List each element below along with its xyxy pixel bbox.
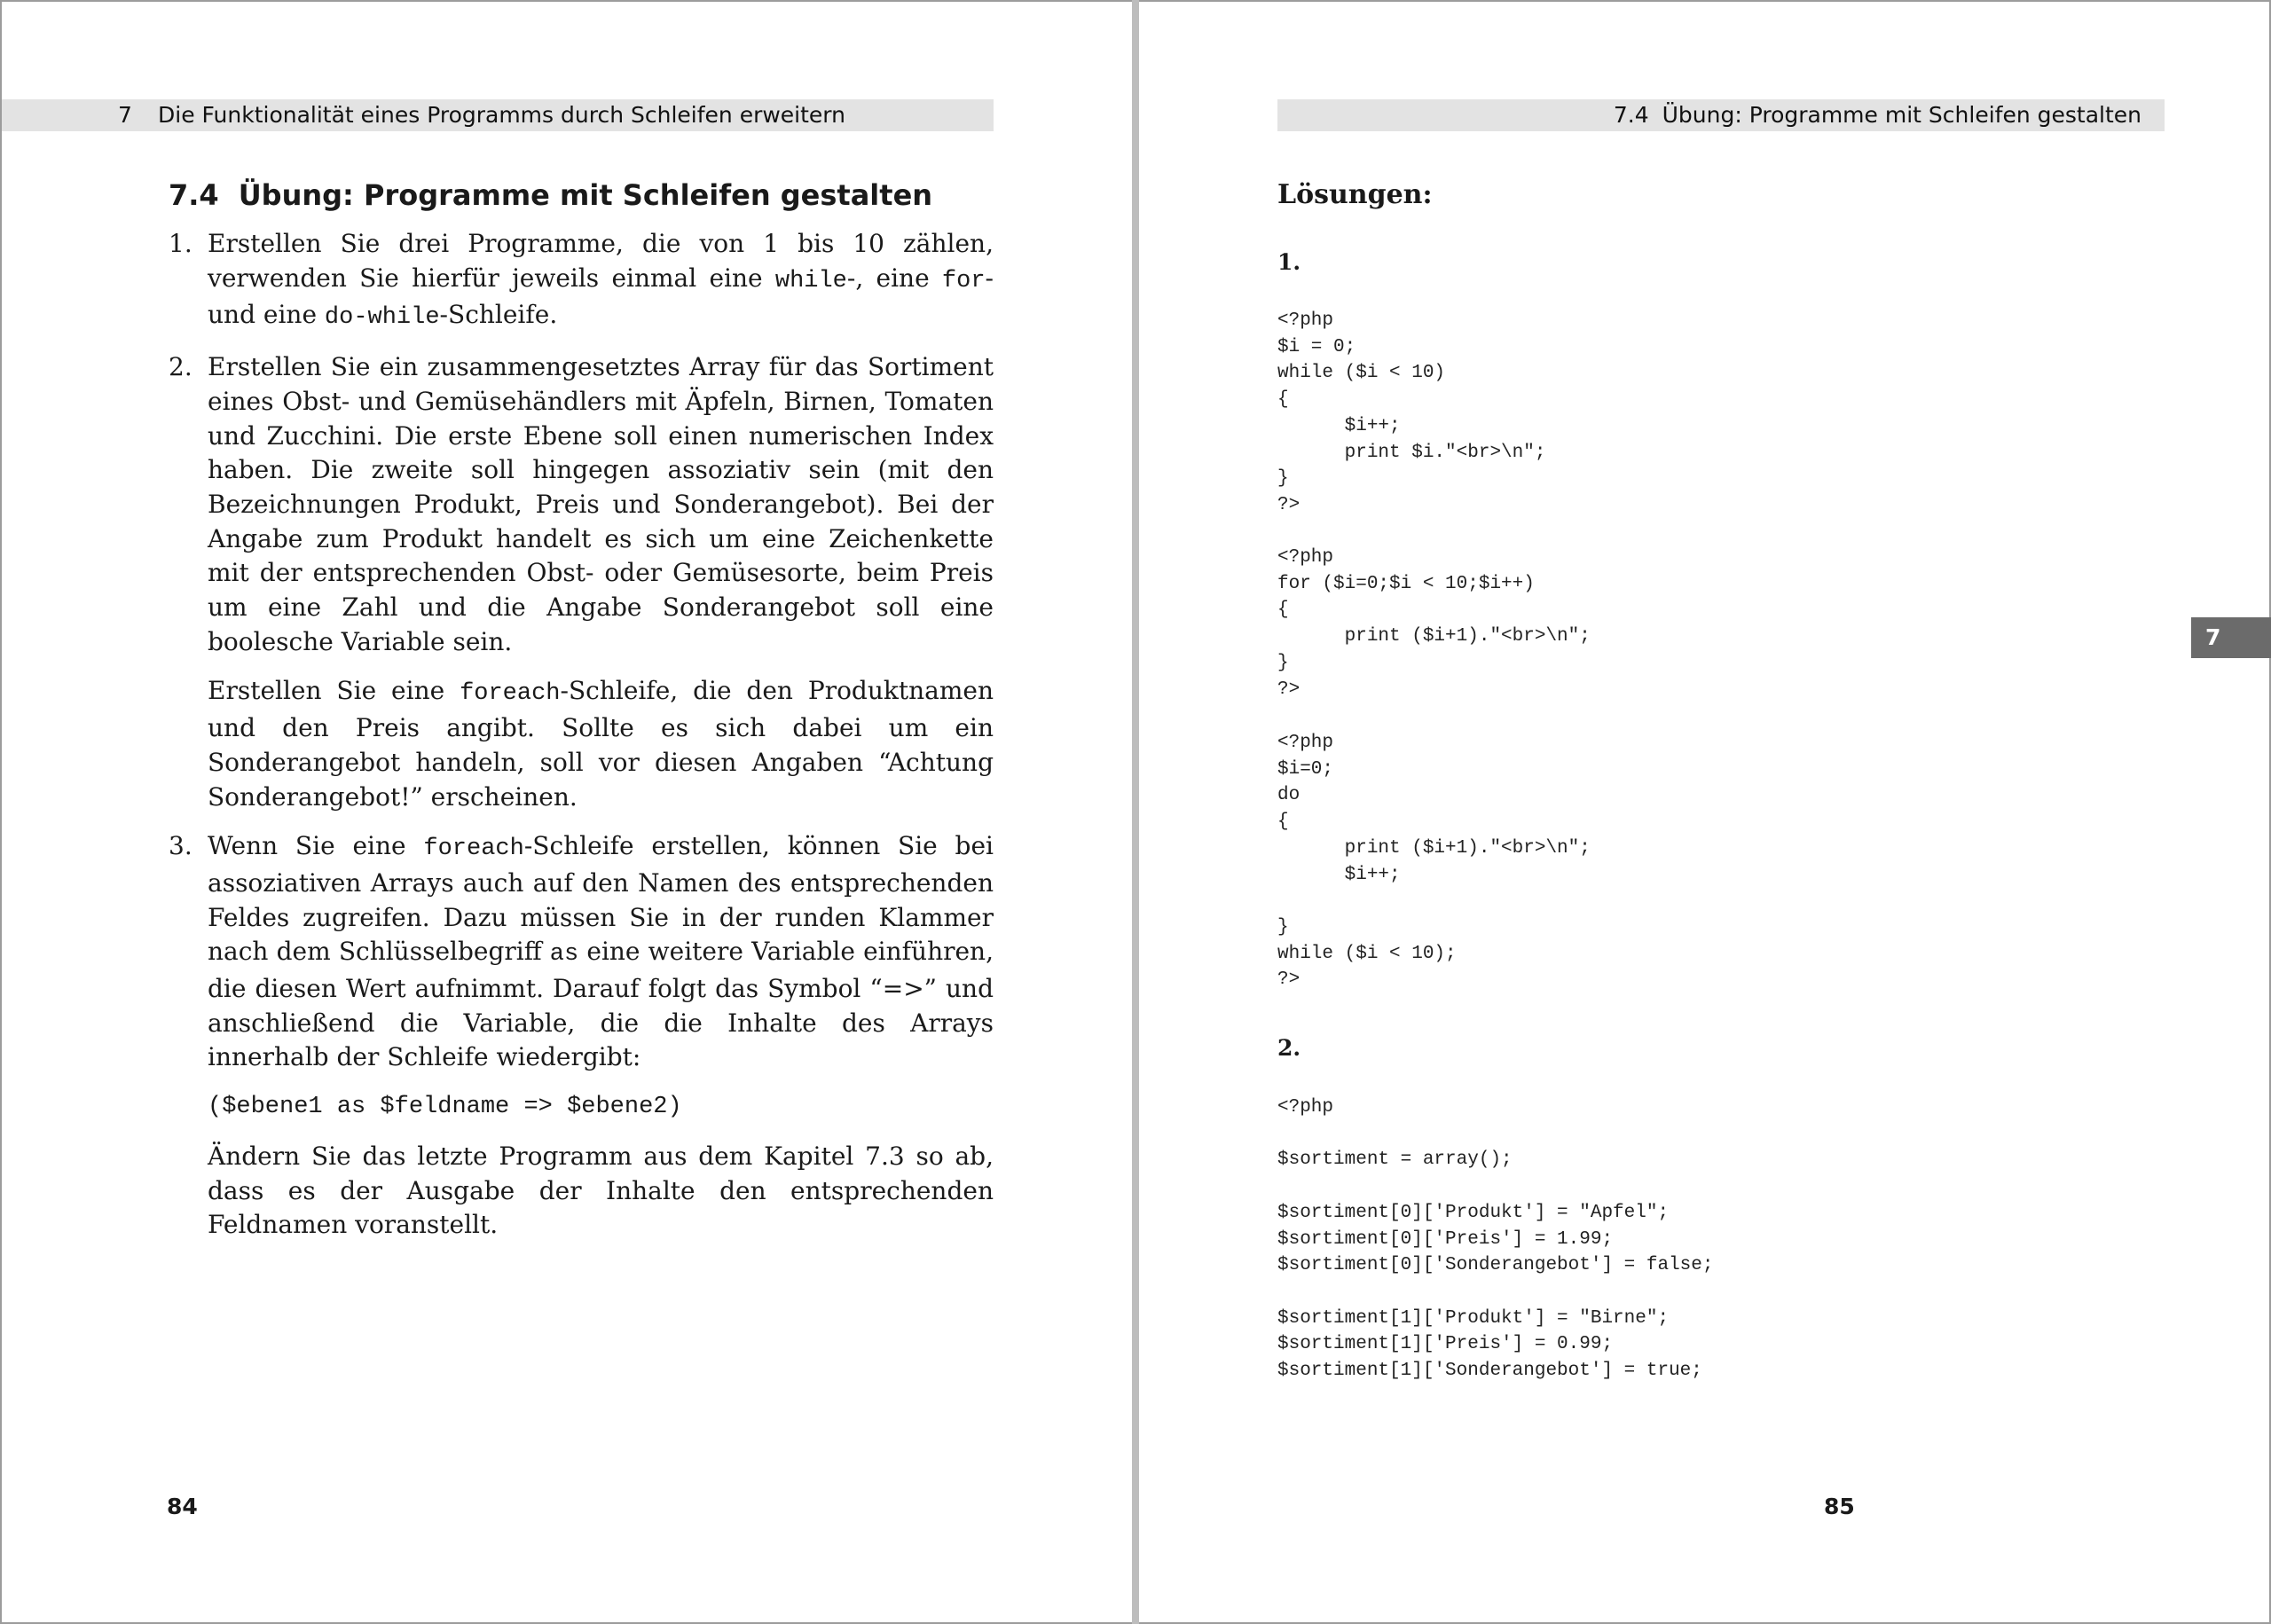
exercise-number: 1. [169, 229, 193, 258]
text-run: -Schleife, die den Produktnamen und den Preis angibt. Sollte es sich dabei um ein Sonderangebot handeln, soll vor diesen Angaben “Achtung Sonderangebot!” erscheinen. [208, 676, 994, 812]
section-title: Übung: Programme mit Schleifen gestalten [1662, 102, 2141, 128]
chapter-thumb-tab: 7 [2191, 617, 2271, 658]
text-run: -, eine [846, 263, 942, 293]
left-page [0, 0, 1132, 1624]
text-run: - und eine [208, 263, 994, 330]
inline-code: as [549, 941, 579, 969]
inline-code: for [941, 267, 986, 294]
right-page [1139, 0, 2271, 1624]
inline-code: foreach [423, 836, 524, 863]
code-block: <?php $i=0; do { print ($i+1)."<br>\n"; $i++; } while ($i < 10); ?> [1277, 733, 1591, 991]
exercise-number: 3. [169, 831, 193, 861]
inline-code: while [774, 267, 847, 294]
solutions-heading: Lösungen: [1277, 179, 1433, 210]
page-number: 85 [1824, 1494, 1855, 1519]
text-run: Wenn Sie eine [208, 831, 424, 861]
exercise-list [169, 227, 994, 1258]
exercise-1 [169, 227, 994, 335]
solution-number: 2. [1277, 1035, 1301, 1061]
inline-code: do-while [324, 304, 440, 332]
text-run: -Schleife. [439, 300, 558, 330]
exercise-3 [169, 829, 994, 1243]
text-run: Erstellen Sie drei Programme, die von 1 bis 10 zählen, verwenden Sie hierfür jeweils einmal eine [208, 229, 994, 293]
running-head-left [2, 99, 994, 131]
section-title: Übung: Programme mit Schleifen gestalten [238, 178, 933, 212]
code-block: <?php for ($i=0;$i < 10;$i++) { print ($i+1)."<br>\n"; } ?> [1277, 547, 1591, 700]
exercise-number: 2. [169, 352, 193, 382]
exercise-text [208, 829, 994, 1075]
exercise-text: Erstellen Sie ein zusammengesetztes Array für das Sortiment eines Obst- und Gemüsehändlers mit Äpfeln, Birnen, Tomaten und Zucchini. Die erste Ebene soll einen numerischen Index haben. Die zweite soll hingegen assoziativ sein (mit den Bezeichnungen Produkt, Preis und Sonderangebot). Bei der Angabe zum Produkt handelt es sich um eine Zeichenkette mit der entsprechenden Obst- oder Gemüsesorte, beim Preis um eine Zahl und die Angabe Sonderangebot soll eine boolesche Variable sein. [208, 352, 994, 656]
running-head-right [1277, 99, 2165, 131]
exercise-text: Ändern Sie das letzte Programm aus dem Kapitel 7.3 so ab, dass es der Ausgabe der Inhalte den entsprechenden Feldnamen voranstellt. [208, 1141, 994, 1240]
exercise-2 [169, 350, 994, 814]
code-block: <?php $i = 0; while ($i < 10) { $i++; print $i."<br>\n"; } ?> [1277, 310, 1546, 515]
text-run: eine weitere Variable einführen, die diesen Wert aufnimmt. Darauf folgt das Symbol “=>” und anschließend die Variable, die die Inhalte des Arrays innerhalb der Schleife wiedergibt: [208, 937, 994, 1072]
code-example: ($ebene1 as $feldname => $ebene2) [208, 1094, 682, 1121]
chapter-title: Die Funktionalität eines Programms durch Schleifen erweitern [158, 102, 845, 128]
text-run: -Schleife erstellen, können Sie bei assoziativen Arrays auch auf den Namen des entsprechenden Feldes zugreifen. Dazu müssen Sie in der runden Klammer nach dem Schlüsselbegriff [208, 831, 994, 967]
exercise-text [208, 674, 994, 814]
chapter-number: 7 [118, 102, 132, 128]
code-block: <?php $sortiment = array(); $sortiment[0]['Produkt'] = "Apfel"; $sortiment[0]['Preis'] = 1.99; $sortiment[0]['Sonderangebot'] = false; $sortiment[1]['Produkt'] = "Birne"; $sortiment[1]['Preis'] = 0.99; $sortiment[1]['Sonderangebot'] = true; [1277, 1097, 1714, 1382]
exercise-text [208, 227, 994, 335]
inline-code: foreach [460, 680, 561, 708]
solution-number: 1. [1277, 249, 1301, 275]
section-number: 7.4 [169, 178, 219, 212]
page-number: 84 [167, 1494, 198, 1519]
section-heading [169, 176, 932, 215]
section-number: 7.4 [1613, 102, 1649, 128]
text-run: Erstellen Sie eine [208, 676, 460, 706]
